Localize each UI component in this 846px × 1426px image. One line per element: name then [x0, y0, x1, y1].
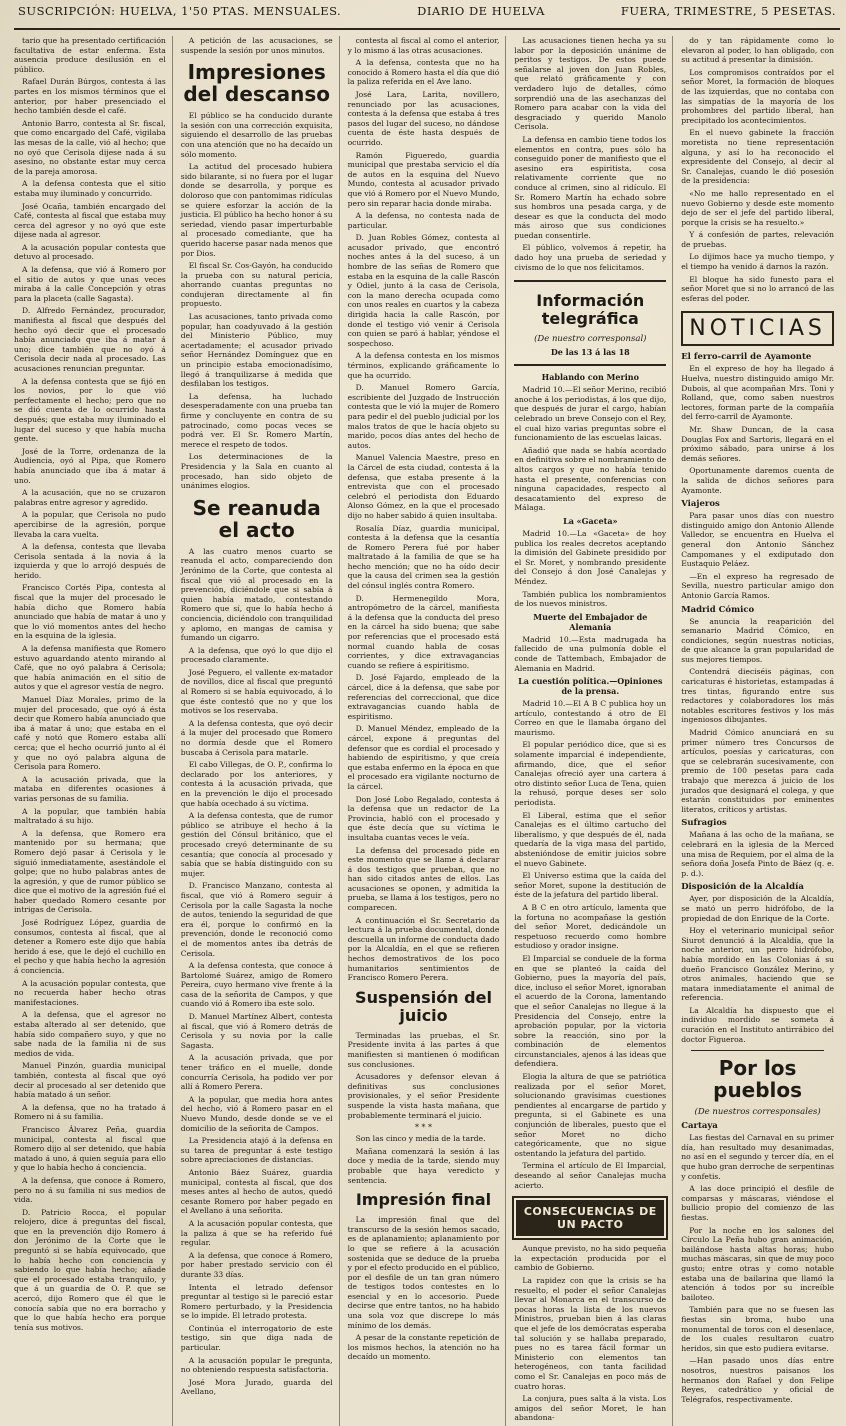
- paragraph: Madrid 10.—El señor Merino, recibió anoche á los periodistas, á los que dijo, que después de jurar el cargo, habían celebrado un breve Consejo con el Rey, el cual hizo varias preguntas sobre el funcionamiento de las escuelas laicas.: [514, 385, 667, 443]
- paragraph: A continuación el Sr. Secretario da lectura á la prueba documental, donde descuella un informe de conducta dado por la Alcaldía, en el que se refieren hechos demostrativos de los poco humanitarios sentimientos de Francisco Romero Perera.: [347, 915, 500, 983]
- paragraph: A la acusación privada, que la mataba en diferentes ocasiones á varias personas de su familia.: [14, 774, 166, 803]
- heading-cuestion-politica: La cuestión política.—Opiniones de la prensa.: [518, 676, 663, 697]
- paragraph: A la defensa, que vió á Romero por el sitio de autos y que unas veces miraba á la calle Concepción y otras para la placeta (calle Sagasta).: [14, 265, 166, 303]
- col3-body-3: [348, 1134, 500, 1185]
- paragraph: Los compromisos contraídos por el señor Moret, la formación de bloques de las izquierdas, que no contaba con las simpatías de la mayoría de los prohombres del partido liberal, han precipitado los acontecimientos.: [681, 67, 834, 125]
- paragraph: José Mora Jurado, guarda del Avellano,: [180, 1377, 333, 1397]
- heading-suspension: Suspensión del juicio: [355, 987, 492, 1025]
- col2-top: [181, 36, 333, 55]
- tel-body-4: [514, 699, 666, 1190]
- paragraph: Manuel Pinzón, guardia municipal también, contesta al fiscal que oyó decir al procesado al ser detenido que había matado á un señor.: [14, 1061, 166, 1100]
- paragraph: Acusadores y defensor elevan á definitivas sus conclusiones provisionales, y el señor Presidente suspende la vista hasta mañana, que probablemente terminará el juicio.: [347, 1072, 500, 1120]
- paragraph: Ayer, por disposición de la Alcaldía, se mató un perro hidrófobo, de la propiedad de don Enrique de la Corte.: [681, 894, 834, 923]
- masthead: [14, 0, 840, 30]
- paragraph: D. Francisco Manzano, contesta al fiscal, que vió á Romero seguir á Cerisola por la calle Sagasta la noche de autos, teniendo la seguridad de que era él, porque lo confirmó en la prevención, donde le reconoció como el de momentos antes iba detrás de Cerisola.: [180, 881, 333, 958]
- paragraph: contesta al fiscal al como el anterior, y lo mismo á las otras acusaciones.: [347, 36, 500, 55]
- paragraph: José Ocaña, también encargado del Café, contesta al fiscal que estaba muy cerca del agresor y no oyó que este dijese nada al agresor.: [14, 201, 166, 240]
- heading-noticias: NOTICIAS: [681, 311, 834, 346]
- pacto-body: [514, 1244, 666, 1423]
- paragraph: D. Manuel Romero García, escribiente del Juzgado de Instrucción contesta que le vió la mujer de Romero para pedir el del pueblo judicial por los malos tratos de que le hacía objeto su marido, pocos días antes del hecho de autos.: [347, 383, 500, 450]
- paragraph: D. Manuel Martínez Albert, contesta al fiscal, que vió á Romero detrás de Cerisola y su novia por la calle Sagasta.: [180, 1012, 333, 1050]
- heading-consecuencias: CONSECUENCIAS DE UN PACTO: [514, 1198, 666, 1238]
- paragraph: Para pasar unos días con nuestro distinguido amigo don Antonio Allende Valledor, se encuentra en Huelva el general don Antonio Sánchez Campomanes y el exdiputado don Eustaquio Peláez.: [681, 511, 834, 569]
- telegraph-time: De las 13 á las 18: [550, 347, 630, 358]
- paragraph: Son las cinco y media de la tarde.: [355, 1134, 486, 1144]
- paragraph: A B C en otro artículo, lamenta que la fortuna no acompañase la gestión del señor Moret, dedicándole un respetuoso recuerdo como hombre estudioso y orador insigne.: [514, 902, 667, 951]
- paragraph: Madrid 10.—La «Gaceta» de hoy publica los reales decretos aceptando la dimisión del Gabinete presidido por el Sr. Moret, y nombrando presidente del Consejo á don José Canalejas y Méndez.: [514, 528, 667, 586]
- sec3-body: [681, 617, 834, 815]
- tel-body-1: [514, 385, 666, 513]
- paragraph: El bloque ha sido funesto para el señor Moret que si no lo arrancó de las esferas del poder.: [681, 274, 834, 303]
- col1-body: [14, 36, 166, 1332]
- sec5-body: [681, 894, 834, 1044]
- paragraph: Manuel Díaz Morales, primo de la mujer del procesado, que oyó á ésta decir que Romero había anunciado que iba á matar á uno; que estaba en el café y notó que Romero estaba allí cerca; que el hecho ocurrió junto al él y que no oyó palabra alguna de Cerisola para Romero.: [14, 695, 166, 772]
- tel-body-3: [514, 635, 666, 673]
- paragraph: También publica los nombramientos de los nuevos ministros.: [514, 589, 667, 609]
- heading-por-los-pueblos: Por los pueblos: [713, 1056, 803, 1103]
- paragraph: José de la Torre, ordenanza de la Audiencia, oyó al Pipa, que Romero había anunciado que iba á matar á uno.: [14, 446, 166, 485]
- paragraph: Ramón Figueredo, guardia municipal que prestaba servicio el día de autos en la esquina del Nuevo Mundo, contesta al acusador privado que vió á Romero por el Nuevo Mundo, pero sin reparar hacia donde miraba.: [347, 150, 500, 208]
- paragraph: Mr. Shaw Duncan, de la casa Douglas Fox and Sartoris, llegará en el próximo sábado, para unirse á los demás señores.: [681, 425, 834, 463]
- column-5: [681, 36, 840, 1426]
- paragraph: A la defensa contesta, que de rumor público se atribuye el hecho á la gestión del Cónsul británico, que el procesado creyó determinante de su cesantía; que conocía al procesado y sabía que se había distinguido con su mujer.: [180, 811, 333, 878]
- paragraph: Mañana comenzará la sesión á las doce y media de la tarde, siendo muy probable que haya veredicto y sentencia.: [347, 1146, 500, 1185]
- paragraph: Continúa el interrogatorio de este testigo, sin que diga nada de particular.: [180, 1323, 333, 1353]
- paragraph: El público, volvemos á repetir, ha dado hoy una prueba de seriedad y civismo de lo que nos felicitamos.: [514, 243, 667, 272]
- paragraph: Don José Lobo Regalado, contesta á la defensa que un redactor de La Provincia, habló con el procesado y que éste decía que su víctima le insultaba cuantas veces le veía.: [347, 794, 500, 842]
- paragraph: D. Juan Robles Gómez, contesta al acusador privado, que encontró noches antes á la del suceso, á un hombre de las señas de Romero que estaba en la esquina de la calle Rascón y Odiel, junto á la casa de Cerisola, con la mano derecha ocupada como con unos reales en cuartos y la cabeza dirigida hacia la calle Rascón, por donde el testigo vió venir á Cerisola con quien se paró á hablar, yéndose el sospechoso.: [347, 233, 500, 348]
- heading-embajador: Muerte del Embajador de Alemania: [533, 611, 648, 632]
- paragraph: José Rodríguez López, guardia de consumos, contesta al fiscal, que al detener a Romero este dijo que había herido á ese, que le dejó el cuchillo en el pecho y que había hecho la agresión á conciencia.: [14, 918, 166, 976]
- paragraph: Las acusaciones tienen hecha ya su labor por la deposición unánime de peritos y testigos. De estos puede señalarse al joven don Juan Robles, que relató gráficamente y con verdadero lujo de detalles, cómo sorprendió una de las asechanzas del Romero para acabar con la vida del desgraciado y querido Manolo Cerisola.: [514, 36, 667, 132]
- subscription-local: SUSCRIPCIÓN: HUELVA, 1'50 PTAS. MENSUALES.: [18, 4, 342, 18]
- paragraph: José Peguero, el vallente ex-matador de novillos, dice al fiscal que preguntó al Romero si se había equivocado, á lo que éste contestó que no y que los motivos se los reservaba.: [180, 667, 333, 716]
- pueblos-subtitle: (De nuestros corresponsales): [694, 1107, 821, 1118]
- paragraph: Lo dijimos hace ya mucho tiempo, y el tiempo ha venido á darnos la razón.: [681, 252, 834, 272]
- heading-ferrocarril: El ferro-carril de Ayamonte: [681, 352, 812, 363]
- paragraph: A la acusación privada, que por tener tráfico en el muelle, donde concurría Cerisola, ha podido ver por allí á Romero Perera.: [180, 1053, 333, 1092]
- column-3: [348, 36, 507, 1426]
- paragraph: Contendrá dieciséis páginas, con caricaturas é historietas, estampadas á tres tintas, figurando entre sus redactores y colaboradores los más notables escritores festivos y los más ingeniosos dibujantes.: [681, 667, 834, 725]
- paragraph: La defensa, ha luchado desesperadamente con una prueba tan firme y concluyente en contra de su patrocinado, como pocas veces se podrá ver. El Sr. Romero Martín, merece el respeto de todos.: [180, 391, 333, 449]
- paragraph: El Imparcial se conduele de la forma en que se planteó la caída del Gobierno, pues la mayoría del país, dice, incluso el señor Moret, ignoraban el acuerdo de la Corona, lamentando que el señor Canalejas no llegue á la Presidencia del Consejo, entre la aprobación popular, por la victoria sobre la reacción, sino por la combinación de elementos circunstanciales, ajenos á las ideas que defendiera.: [514, 953, 667, 1069]
- paragraph: A la defensa, no contesta nada de particular.: [347, 211, 500, 230]
- paragraph: Madrid Cómico anunciará en su primer número tres Concursos de artículos, poesías y caricaturas, con que se celebrarán sucesivamente, con premio de 100 pesetas para cada trabajo que merezca á juicio de los jurados que designará el colega, y que estarán constituidos por eminentes literatos, críticos y artistas.: [681, 728, 834, 814]
- paragraph: A la defensa, contesta que no ha conocido á Romero hasta el día que dió la paliza referida en el Ave lano.: [347, 58, 500, 87]
- heading-impresion-final: Impresión final: [355, 1190, 492, 1210]
- paragraph: D. José Fajardo, empleado de la cárcel, dice á la defensa, que sabe por referencias del correccional, que dice extravagancias cuando habla de espiritismo.: [347, 673, 500, 721]
- col5-body-1: [681, 36, 834, 303]
- col3-body-2: [348, 1031, 500, 1120]
- paragraph: —Han pasado unos días entre nosotros, nuestros paisanos los hermanos don Rafael y don Felipe Reyes, catedrático y oficial de Telégrafos, respectivamente.: [681, 1356, 834, 1404]
- sec2-body: [681, 511, 834, 600]
- paragraph: A la defensa contesta que se fijó en los novios, por lo que vió perfectamente el hecho; pero que no se dió cuenta de lo ocurrido hasta después; que estaba muy iluminado el lugar del suceso y que había mucha gente.: [14, 376, 166, 444]
- col3-body-1: [348, 36, 500, 983]
- paragraph: D. Patricio Rocca, el popular relojero, dice á preguntas del fiscal, que en la prevención dijo Romero á don Jerónimo de la Corte que le preguntó si se había equivocado, que lo había hecho con conciencia y sabiendo lo que había hecho; añade que el procesado estaba tranquilo, y que á un guardia de O. P. que se acercó, dijo Romero que él que le conocía sabía que no era borracho y que lo que había hecho era porque tenía sus motivos.: [14, 1207, 166, 1332]
- paragraph: Por la noche en los salones del Círculo La Peña hubo gran animación, bailándose hasta altas horas; hubo muchas máscaras, sin que de muy poco gusto; entre otras y como notable estaba una de bailarina que llamó la atención á todos por su increíble bailoteo.: [681, 1225, 834, 1302]
- paragraph: A la defensa, que el agresor no estaba alterado al ser detenido, que había sido compañero suyo, y que no sabe nada de la familia ni de sus medios de vida.: [14, 1010, 166, 1058]
- paragraph: El público se ha conducido durante la sesión con una corrección exquisita, siguiendo el desarrollo de las pruebas con una atención que no ha decaído un sólo momento.: [180, 111, 333, 159]
- paragraph: Madrid 10.—El A B C publica hoy un artículo, contestando á otro de El Correo en que le llamaba órgano del maurismo.: [514, 699, 667, 737]
- paragraph: Francisco Álvarez Peña, guardia municipal, contesta al fiscal que Romero dijo al ser detenido, que había matado á uno, á quien seguía para ello y que lo había hecho á conciencia.: [14, 1124, 166, 1173]
- paragraph: Oportunamente daremos cuenta de la salida de dichos señores para Ayamonte.: [681, 466, 834, 495]
- paragraph: El Universo estima que la caída del señor Moret, supone la destitución de éste de la jefatura del partido liberal.: [514, 871, 667, 900]
- col4-body-1: [514, 36, 666, 272]
- paragraph: El cabo Villegas, de O. P., confirma lo declarado por los anteriores, y contesta á la acusación privada, que en la prevención le dijo el procesado que había ocechado á su víctima.: [180, 760, 333, 808]
- paragraph: Francisco Cortés Pipa, contesta al fiscal que la mujer del procesado le había dicho que Romero había anunciado que había de matar á uno y que lo vió momentos antes del hecho en la esquina de la iglesia.: [14, 583, 166, 641]
- paragraph: Aunque previsto, no ha sido pequeña la expectación producida por el cambio de Gobierno.: [514, 1244, 667, 1273]
- paragraph: A la acusación popular le pregunta, no obteniendo respuesta satisfactoria.: [180, 1355, 333, 1375]
- paragraph: La Presidencia atajó á la defensa en su tarea de preguntar á este testigo sobre apreciaciones de distancias.: [180, 1136, 333, 1165]
- column-2: [181, 36, 340, 1426]
- paragraph: A la acusación popular contesta, que no recuerda haber hecho otras manifestaciones.: [14, 978, 166, 1007]
- paragraph: A la defensa, que conoce á Romero, pero no á su familia ni sus medios de vida.: [14, 1175, 166, 1205]
- paragraph: Las acusaciones, tanto privada como popular, han coadyuvado á la gestión del Ministerio Público, muy acertadamente; el acusador privado señor Hernández Domínguez que en un principio estaba emocionadísimo, llegó á tranquilizarse á medida que desfilaban los testigos.: [180, 312, 333, 389]
- sec1-body: [681, 364, 834, 495]
- paragraph: José Lara, Larita, novillero, renunciado por las acusaciones, contesta á la defensa que estaba á tres pasos del lugar del suceso, no dándose cuenta de éste hasta después de ocurrido.: [347, 89, 500, 147]
- paragraph: A la defensa, contesta que llevaba Cerisola sentada á la novia á la izquierda y que lo arrojó después de herido.: [14, 542, 166, 580]
- paragraph: El fiscal Sr. Cos-Gayón, ha conducido la prueba con su natural pericia, ahorrando cuantas preguntas no condujeran directamente al fin propuesto.: [180, 261, 333, 309]
- paragraph: D. Manuel Méndez, empleado de la cárcel, expone á preguntas del defensor que es cordial el procesado y habiendo de espiritismo, y que creía que estaba enfermo en la época en que el procesado era vigilante nocturno de la cárcel.: [347, 724, 500, 791]
- divider: [691, 1050, 824, 1051]
- paragraph: Los determinaciones de la Presidencia y la Sala en cuanto al procesado, han sido objeto de unánimes elogios.: [180, 452, 333, 491]
- heading-alcaldia: Disposición de la Alcaldía: [681, 882, 804, 893]
- telegraph-header: [514, 280, 666, 366]
- paragraph: do y tan rápidamente como lo elevaron al poder, lo han obligado, con su actitud á presentar la dimisión.: [681, 36, 834, 65]
- paragraph: A la defensa contesta en los mismos términos, explicando gráficamente lo que ha ocurrido.: [347, 351, 500, 380]
- paragraph: A la popular, que también había maltratado á su hijo.: [14, 806, 166, 826]
- col3-body-4: [348, 1215, 500, 1362]
- paragraph: Añadió que nada se había acordado en definitiva sobre el nombramiento de altos cargos y que no había tenido hasta el presente, conferencias con ninguna capacidades, respecto al desacatamiento del expreso de Málaga.: [514, 445, 667, 513]
- heading-gaceta: La «Gaceta»: [563, 515, 618, 526]
- column-1: [14, 36, 173, 1426]
- paragraph: A petición de las acusaciones, se suspende la sesión por unos minutos.: [180, 36, 333, 55]
- subscription-outside: FUERA, TRIMESTRE, 5 PESETAS.: [620, 4, 836, 18]
- paragraph: La actitud del procesado hubiera sido bilarante, si no fuera por el lugar donde se desarrolla, y porque es doloroso que con pantomimas ridículas se quiere esforzar la acción de la justicia. El público ha hecho honor á su seriedad, viendo pasar imperturbable al procesado comediante, que ha querido hacerse pasar nada menos que por Dios.: [180, 162, 333, 258]
- heading-informacion-telegrafica: Información telegráfica: [536, 291, 645, 329]
- paragraph: A la acusación, que no se cruzaron palabras entre agresor y agredido.: [14, 488, 166, 507]
- col2-body-1: [181, 111, 333, 491]
- paragraph: A la defensa, que oyó lo que dijo el procesado claramente.: [180, 645, 333, 665]
- paragraph: Rosalía Díaz, guardia municipal, contesta á la defensa que la cesantía de Romero Perera fué por haber maltratado á la familia de que se ha hecho mención; que no ha oído decir que la causa del crimen sea la gestión del cónsul inglés contra Romero.: [347, 523, 500, 591]
- paragraph: D. Hermenegildo Mora, antropómetro de la cárcel, manifiesta á la defensa que la conducta del preso en la cárcel ha sido buena; que sabe por referencias que el procesado está normal cuando habla de cosas corrientes, y dice extravagancias cuando se refiere á espiritismo.: [347, 593, 500, 670]
- tel-body-2: [514, 529, 666, 609]
- paragraph: D. Alfredo Fernández, procurador, manifiesta al fiscal que después del hecho oyó decir que el procesado había anunciado que iba á matar á uno; dice también que no oyó á Cerisola decir nada al procesado. Las acusaciones renuncian preguntar.: [14, 306, 166, 373]
- paragraph: A la defensa, que conoce á Romero, por haber prestado servicio con él durante 33 días.: [180, 1250, 333, 1279]
- paragraph: También para que no se fuesen las fiestas sin broma, hubo una monumental de toros con el desenlace, de los cuales resultaron cuatro heridos, sin que esto pudiera evitarse.: [681, 1305, 834, 1353]
- paragraph: Hoy el veterinario municipal señor Siurot denunció á la Alcaldía, que la noche anterior, un perro hidrófobo, había mordido en las Colonias á su dueño Francisco González Merino, y otros animales, haciendo que se matara inmediatamente el animal de referencia.: [681, 926, 834, 1003]
- paragraph: A la defensa, que Romero era mantenido por su hermana; que Romero dejó pasar á Cerisola y le siguió inmediatamente, asestándole el golpe; que no hubo palabras antes de la agresión, y que de rumor público se dice que el motivo de la agresión fué el haber quedado Romero cesante por intrigas de Cerisola.: [14, 828, 166, 915]
- paragraph: «No me hallo representado en el nuevo Gobierno y desde este momento dejo de ser el jefe del partido liberal, porque la crisis se ha resuelto.»: [681, 188, 834, 227]
- paragraph: Madrid 10.—Esta madrugada ha fallecido de una pulmonía doble el conde de Tattembach, Embajador de Alemania en Madrid.: [514, 634, 667, 673]
- paragraph: Rafael Durán Búrgos, contesta á las partes en los mismos términos que el anterior, por haber presenciado el hecho también desde el café.: [14, 77, 166, 116]
- paragraph: A la defensa, que no ha tratado á Romero ni á su familia.: [14, 1102, 166, 1122]
- paragraph: Las fiestas del Carnaval en su primer día, han resultado muy desanimadas, no así en el segundo y tercer día, en el que hubo gran derroche de serpentinas y confetis.: [681, 1133, 834, 1181]
- paragraph: La Alcaldía ha dispuesto que el individuo mordido se someta á curación en el Instituto antirrábico del doctor Figueroa.: [681, 1005, 834, 1044]
- heading-impresiones: Impresiones del descanso: [183, 60, 331, 107]
- paragraph: A la defensa contesta que el sitio estaba muy iluminado y concurrido.: [14, 179, 166, 198]
- paragraph: A la defensa manifiesta que Romero estuvo aguardando atento mirando al Café, que no oyó palabra á Cerisola; que había animación en el sitio de autos y que el agresor vestía de negro.: [14, 644, 166, 692]
- paragraph: La defensa en cambio tiene todos los elementos en contra, pues sólo ha conseguido poner de manifiesto que el asesino era espiritista, cosa relativamente corriente que no conduce al crimen, sino al ridículo. El Sr. Romero Martín ha echado sobre sus hombros una pesada carga, y de desear es que la conducta del modo más airoso que sus condiciones puedan consentirle.: [514, 134, 667, 240]
- paragraph: Intenta el letrado defensor preguntar al testigo si le pareció estar Romero perturbado, y la Presidencia se lo impide. El letrado protesta.: [180, 1282, 333, 1321]
- separator-stars: * * *: [414, 1123, 433, 1133]
- town-cartaya: Cartaya: [681, 1121, 718, 1132]
- paragraph: Elogia la altura de que se patriótica realizada por el señor Moret, solucionando gravísimas cuestiones pendientes al encargarse de partido y pregunta, si el Gabinete es una conjunción de liberales, puesto que el señor Moret no dicho categóricamente, que no sigue ostentando la jefatura del partido.: [514, 1072, 667, 1158]
- paragraph: A pesar de la constante repetición de los mismos hechos, la atención no ha decaído un momento.: [347, 1333, 500, 1362]
- heading-viajeros: Viajeros: [681, 499, 720, 510]
- paragraph: Terminadas las pruebas, el Sr. Presidente invita á las partes á que manifiesten si mantienen ó modifican sus conclusiones.: [347, 1030, 500, 1069]
- paragraph: El popular periódico dice, que si es solamente imparcial é independiente, afirmando, dice, que el señor Canalejas ofreció ayer una cartera á otro distinto señor Luca de Tena, quien la rehusó, porque deses ser solo periodista.: [514, 740, 667, 808]
- paragraph: La defensa del procesado pide en este momento que se llame á declarar á dos testigos que prueban, que no han sido citados antes de ellos. Las acusaciones se oponen, y admitida la prueba, se llama á los testigos, pero no comparecen.: [347, 845, 500, 913]
- paragraph: Y á confesión de partes, relevación de pruebas.: [681, 230, 834, 249]
- paragraph: Termina el artículo de El Imparcial, deseando al señor Canalejas mucha acierto.: [514, 1161, 667, 1190]
- paragraph: En el nuevo gabinete la fracción moretista no tiene representación alguna, y así lo ha reconocido el expresidente del Consejo, al decir al Sr. Canalejas, cuando le dió posesión de la presidencia:: [681, 128, 834, 186]
- paragraph: Antonio Barro, contesta al Sr. fiscal, que como encargado del Café, vigilaba las mesas de la calle, vió al hecho; que no oyó que Cerisola dijese nada á su asesino, no obstante estar muy cerca de la pareja amorosa.: [14, 118, 166, 176]
- pueblos-body: [681, 1133, 834, 1404]
- paragraph: A las cuatro menos cuarto se reanuda el acto, compareciendo don Jerónimo de la Corte, que contesta al fiscal que vió al procesado en la prevención, diciéndole que si sabía á quien había matado, contestando Romero que sí, que lo había hecho á conciencia, diciéndolo con tranquilidad y aplomo, en mangas de camisa y fumando un cigarro.: [180, 546, 333, 643]
- column-4: [514, 36, 673, 1426]
- newspaper-title: DIARIO DE HUELVA: [417, 4, 545, 18]
- paragraph: A la acusación popular contesta que detuvo al procesado.: [14, 242, 166, 262]
- paragraph: tario que ha presentado certificación facultativa de estar enferma. Esta ausencia produce desilusión en el público.: [14, 36, 166, 74]
- paragraph: A la acusación popular contesta, que la paliza á que se ha referido fué regular.: [180, 1218, 333, 1248]
- paragraph: A la popular, que media hora antes del hecho, vió á Romero pasar en el Nuevo Mundo, desde donde se ve el domicilio de la señorita de Campos.: [180, 1094, 333, 1133]
- heading-merino: Hablando con Merino: [541, 372, 639, 383]
- paragraph: La rapidez con que la crisis se ha resuelto, el poder el señor Canalejas llevar al Monarca en el transcurso de pocas horas la lista de los nuevos Ministros, prueban bien á las claras que el jefe de los demócratas esperaba tal solución y se hallaba preparado, pues no es tarea fácil formar un Ministerio con elementos tan heterogéneos, con tanta facilidad como el Sr. Canalejas en poco más de cuatro horas.: [514, 1275, 667, 1391]
- paragraph: El Liberal, estima que el señor Canalejas es el último cartucho del liberalismo, y que después de él, nada quedaría de la viga masa del partido, abstenióndose de emitir juicios sobre el nuevo Gabinete.: [514, 810, 667, 868]
- heading-madrid-comico: Madrid Cómico: [681, 604, 755, 615]
- heading-se-reanuda: Se reanuda el acto: [192, 495, 321, 542]
- paragraph: A la popular, que Cerisola no pudo apercibirse de la agresión, porque llevaba la cara vuelta.: [14, 510, 166, 539]
- sec4-body: [681, 830, 834, 878]
- paragraph: En el expreso de hoy ha llegado á Huelva, nuestro distinguido amigo Mr. Dubois, al que acompañan Mrs. Toni y Rolland, que, como saben nuestros lectores, forman parte de la compañía del ferro-carril de Ayamonte.: [681, 364, 834, 422]
- columns: [14, 30, 840, 1423]
- col2-body-2: [181, 547, 333, 1397]
- paragraph: Se anuncia la reaparición del semanario Madrid Cómico, en condiciones, según nuestras noticias, de que alcance la gran popularidad de sus mejores tiempos.: [681, 616, 834, 664]
- paragraph: A las doce principió el desfile de comparsas y máscaras, viéndose el bullicio propio del comienzo de las fiestas.: [681, 1184, 834, 1222]
- telegraph-subtitle: (De nuestro corresponsal): [534, 334, 647, 345]
- paragraph: La impresión final que del transcurso de la sesión hemos sacado, es de aplanamiento; aplanamiento por lo que se refiere á la acusación sostenida que se deduce de la prueba y por el efecto producido en el público, por el desfile de un tan gran número de testigos todos contestes en lo esencial y en lo accesorio. Puede decirse que entre tantos, no ha habido una sola voz que discrepe lo más mínimo de los demás.: [347, 1215, 500, 1330]
- paragraph: Mañana á las ocho de la mañana, se celebrará en la iglesia de la Merced una misa de Requiem, por el alma de la señora doña Josefa Pinto de Báez (q. e. p. d.).: [681, 830, 834, 878]
- paragraph: A la defensa contesta, que conoce á Bartolomé Suárez, amigo de Romero Pereira, cuyo hermano vive frente á la casa de la señorita de Campos, y que cuando vió á Romero iba este solo.: [180, 961, 333, 1009]
- paragraph: Manuel Valencia Maestre, preso en la Cárcel de esta ciudad, contesta á la defensa, que estaba presente á la entrevista que con el procesado celebró el periodista don Eduardo Alonso Gómez, en la que el procesado dijo no haber sabido á quien insultaba.: [347, 453, 500, 520]
- heading-sufragios: Sufragios: [681, 818, 727, 829]
- paragraph: La conjura, pues salta á la vista. Los amigos del señor Moret, le han abandona-: [514, 1394, 667, 1423]
- paragraph: A la defensa contesta, que oyó decir á la mujer del procesado que Romero no dormía desde que el Romero buscaba á Cerisola para matarle.: [180, 718, 333, 757]
- paragraph: Antonio Báez Suárez, guardia municipal, contesta al fiscal, que dos meses antes al hecho de autos, quedó cesante Romero por haber pegado en el Avellano á una señorita.: [180, 1167, 333, 1216]
- paragraph: —En el expreso ha regresado de Sevilla, nuestro particular amigo don Antonio García Ramos.: [681, 571, 834, 600]
